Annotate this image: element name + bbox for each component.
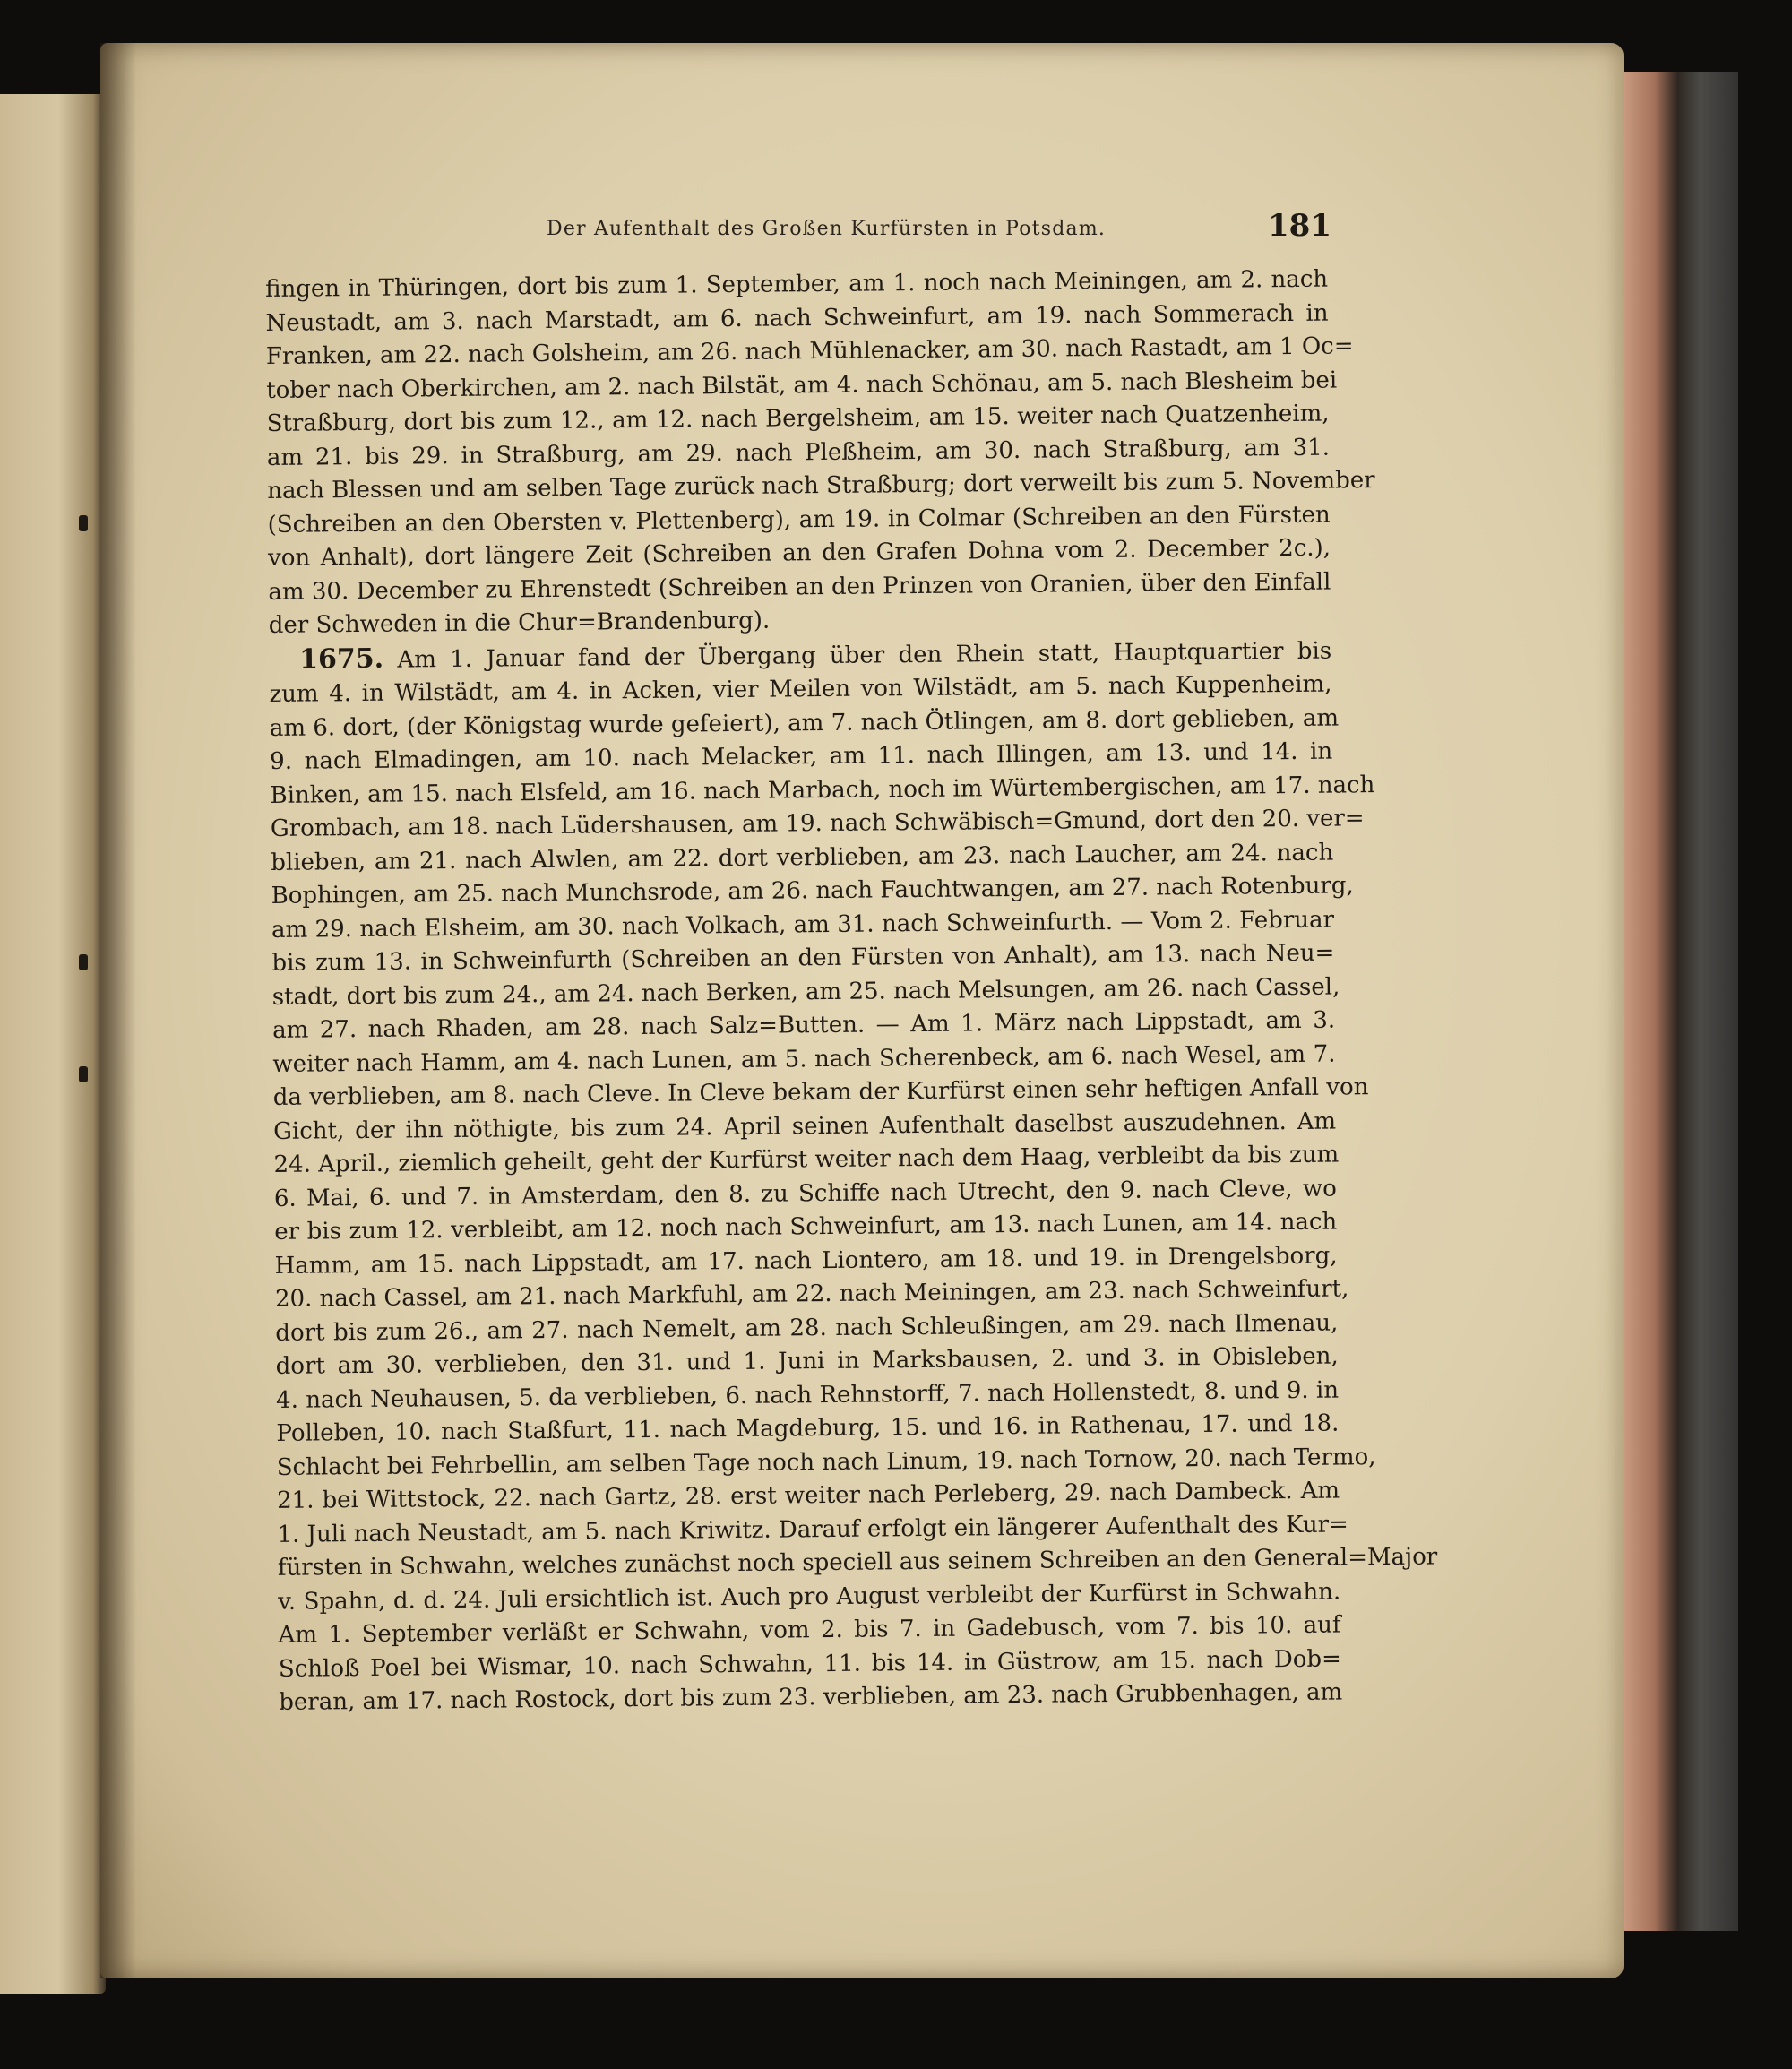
text-line: am 27. nach Rhaden, am 28. nach Salz=Butten. — Am 1. März nach Lippstadt, am 3. [271, 1006, 1336, 1044]
text-line: Straßburg, dort bis zum 12., am 12. nach Bergelsheim, am 15. weiter nach Quatzenheim, [266, 400, 1330, 437]
text-line: Bophingen, am 25. nach Munchsrode, am 26. nach Fauchtwangen, am 27. nach Rotenburg, [271, 872, 1354, 909]
text-line-content: Am 1. Januar fand der Übergang über den Rhein statt, Hauptquartier bis [397, 637, 1332, 674]
text-line: er bis zum 12. verbleibt, am 12. noch nach Schweinfurt, am 13. nach Lunen, am 14. nach [274, 1208, 1338, 1246]
text-line: der Schweden in die Chur=Brandenburg). [268, 607, 771, 639]
year-heading: 1675. [298, 642, 384, 676]
text-line: 4. nach Neuhausen, 5. da verblieben, 6. nach Rehnstorff, 7. nach Hollenstedt, 8. und 9. in [275, 1376, 1340, 1414]
text-line: nach Blessen und am selben Tage zurück nach Straßburg; dort verweilt bis zum 5. November [267, 467, 1375, 504]
text-line: Neustadt, am 3. nach Marstadt, am 6. nach Schweinfurt, am 19. nach Sommerach in [265, 299, 1329, 337]
text-line: 6. Mai, 6. und 7. in Amsterdam, den 8. zu Schiffe nach Utrecht, den 9. nach Cleve, wo [273, 1175, 1338, 1212]
text-line: 21. bei Wittstock, 22. nach Gartz, 28. erst weiter nach Perleberg, 29. nach Dambeck. Am [277, 1477, 1340, 1514]
page-edge-mark [79, 1066, 88, 1082]
text-line: von Anhalt), dort längere Zeit (Schreiben an den Grafen Dohna vom 2. December 2c.), [267, 534, 1331, 572]
text-line: 1. Juli nach Neustadt, am 5. nach Kriwitz. Darauf erfolgt ein längerer Aufenthalt des Kur= [277, 1510, 1349, 1548]
text-line: Grombach, am 18. nach Lüdershausen, am 19. nach Schwäbisch=Gmund, dort den 20. ver= [270, 805, 1365, 842]
text-line: bis zum 13. in Schweinfurth (Schreiben an den Fürsten von Anhalt), am 13. nach Neu= [271, 939, 1335, 977]
text-line: 24. April., ziemlich geheilt, geht der Kurfürst weiter nach dem Haag, verbleibt da bis zum [273, 1141, 1340, 1178]
text-line: fürsten in Schwahn, welches zunächst noch speciell aus seinem Schreiben an den General=Major [277, 1543, 1438, 1582]
text-line: beran, am 17. nach Rostock, dort bis zum 23. verblieben, am 23. nach Grubbenhagen, am [279, 1678, 1343, 1716]
text-line: (Schreiben an den Obersten v. Plettenberg), am 19. in Colmar (Schreiben an den Fürsten [267, 501, 1331, 539]
page-edge-mark [79, 515, 88, 531]
text-line: am 21. bis 29. in Straßburg, am 29. nach Pleßheim, am 30. nach Straßburg, am 31. [266, 434, 1331, 471]
text-line: Polleben, 10. nach Staßfurt, 11. nach Magdeburg, 15. und 16. in Rathenau, 17. und 18. [276, 1410, 1340, 1447]
text-line: Binken, am 15. nach Elsfeld, am 16. nach Marbach, noch im Würtembergischen, am 17. nach [270, 771, 1375, 809]
text-line: tober nach Oberkirchen, am 2. nach Bilstät, am 4. nach Schönau, am 5. nach Blesheim bei [266, 366, 1338, 404]
text-line: am 30. December zu Ehrenstedt (Schreiben an den Prinzen von Oranien, über den Einfall [268, 568, 1331, 606]
text-line: 20. nach Cassel, am 21. nach Markfuhl, am 22. nach Meiningen, am 23. nach Schweinfurt, [274, 1275, 1349, 1313]
text-line: Am 1. September verläßt er Schwahn, vom 2. bis 7. in Gadebusch, vom 7. bis 10. auf [278, 1611, 1341, 1649]
text-line: blieben, am 21. nach Alwlen, am 22. dort verblieben, am 23. nach Laucher, am 24. nach [271, 839, 1334, 876]
text-line: dort am 30. verblieben, den 31. und 1. Juni in Marksbausen, 2. und 3. in Obisleben, [275, 1342, 1339, 1380]
text-line: am 6. dort, (der Königstag wurde gefeiert), am 7. nach Ötlingen, am 8. dort geblieben, am [269, 704, 1340, 742]
text-line: weiter nach Hamm, am 4. nach Lunen, am 5. nach Scherenbeck, am 6. nach Wesel, am 7. [272, 1040, 1336, 1078]
text-line: v. Spahn, d. d. 24. Juli ersichtlich ist. Auch pro August verbleibt der Kurfürst in Schwahn. [278, 1578, 1341, 1616]
running-title: Der Aufenthalt des Großen Kurfürsten in Potsdam. [547, 218, 1107, 240]
text-line: Schlacht bei Fehrbellin, am selben Tage noch nach Linum, 19. nach Tornow, 20. nach Termo, [276, 1443, 1376, 1481]
text-line: Franken, am 22. nach Golsheim, am 26. nach Mühlenacker, am 30. nach Rastadt, am 1 Oc= [265, 332, 1354, 370]
text-line: Gicht, der ihn nöthigte, bis zum 24. April seinen Aufenthalt daselbst auszudehnen. Am [273, 1108, 1337, 1145]
gutter-shadow [100, 43, 136, 1978]
facing-page-edge [0, 94, 106, 1994]
text-line: stadt, dort bis zum 24., am 24. nach Berken, am 25. nach Melsungen, am 26. nach Cassel, [271, 973, 1340, 1011]
text-line: am 29. nach Elsheim, am 30. nach Volkach, am 31. nach Schweinfurth. — Vom 2. Februar [271, 906, 1335, 944]
page-number: 181 [1268, 208, 1331, 244]
page-edge-mark [79, 954, 88, 970]
text-line: Schloß Poel bei Wismar, 10. nach Schwahn, 11. bis 14. in Güstrow, am 15. nach Dob= [278, 1645, 1342, 1683]
page-body [265, 263, 1438, 1720]
text-line: Hamm, am 15. nach Lippstadt, am 17. nach Liontero, am 18. und 19. in Drengelsborg, [274, 1242, 1338, 1280]
text-line: zum 4. in Wilstädt, am 4. in Acken, vier Meilen von Wilstädt, am 5. nach Kuppenheim, [269, 670, 1332, 708]
text-line: 9. nach Elmadingen, am 10. nach Melacker, am 11. nach Illingen, am 13. und 14. in [270, 737, 1333, 775]
text-line: dort bis zum 26., am 27. nach Nemelt, am 28. nach Schleußingen, am 29. nach Ilmenau, [275, 1309, 1339, 1347]
text-line: da verblieben, am 8. nach Cleve. In Cleve bekam der Kurfürst einen sehr heftigen Anfall von [272, 1073, 1369, 1111]
text-line: fingen in Thüringen, dort bis zum 1. September, am 1. noch nach Meiningen, am 2. nach [265, 265, 1329, 303]
